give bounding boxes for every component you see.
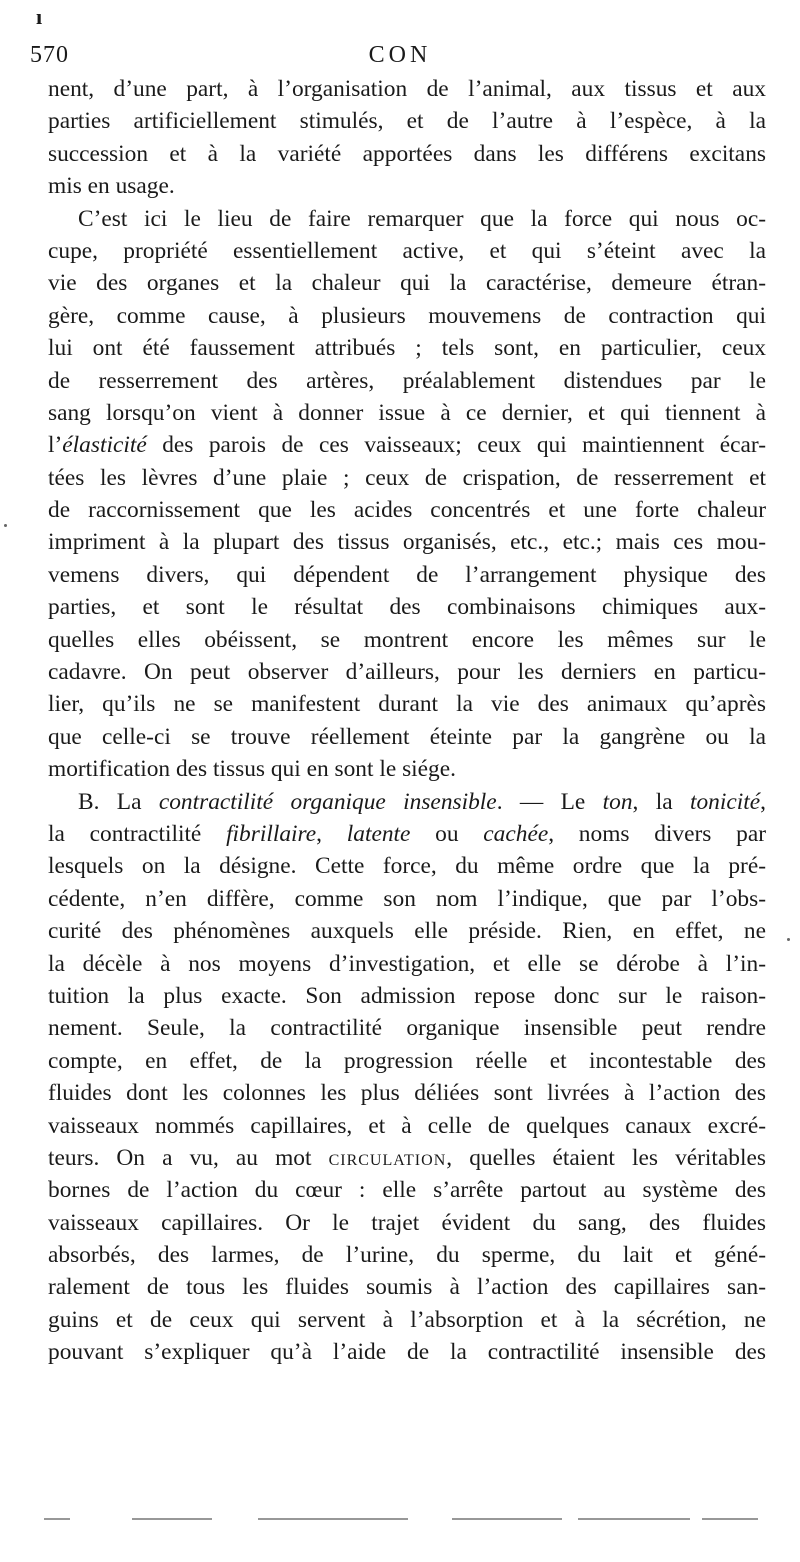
text-line: gère, comme cause, à plusieurs mouvemens de contraction qui [48, 302, 766, 329]
footer-rule [258, 1518, 408, 1520]
italic-term: fibrillaire [226, 820, 317, 847]
text-line: tées les lèvres d’une plaie ; ceux de crispation, de resserrement et [48, 464, 766, 491]
text-line: vemens divers, qui dépendent de l’arrangement physique des [48, 561, 766, 588]
text-line: parties artificiellement stimulés, et de l’autre à l’espèce, à la [48, 108, 766, 135]
paragraph-2 [48, 203, 766, 786]
print-speck [4, 524, 7, 527]
text-line: guins et de ceux qui servent à l’absorption et à la sécrétion, ne [48, 1306, 766, 1333]
text-line: curité des phénomènes auxquels elle préside. Rien, en effet, ne [48, 918, 766, 945]
footer-rule [702, 1518, 758, 1520]
text-line: nement. Seule, la contractilité organique insensible peut rendre [48, 1015, 766, 1042]
page-header [30, 40, 770, 74]
text-line: la décèle à nos moyens d’investigation, et elle se dérobe à l’in- [48, 950, 766, 977]
text-line: l’élasticité des parois de ces vaisseaux; ceux qui maintiennent écar- [48, 432, 766, 459]
body-text [48, 73, 766, 1369]
italic-term: cachée [483, 820, 549, 847]
paragraph-3 [48, 786, 766, 1369]
text-line: teurs. On a vu, au mot circulation, quelles étaient les véritables [48, 1144, 766, 1171]
paragraph-1 [48, 73, 766, 203]
text-line: lier, qu’ils ne se manifestent durant la vie des animaux qu’après [48, 691, 766, 718]
text-line: de raccornissement que les acides concentrés et une forte chaleur [48, 497, 766, 524]
text-line: de resserrement des artères, préalablement distendues par le [48, 367, 766, 394]
text-line: vaisseaux capillaires. Or le trajet évident du sang, des fluides [48, 1209, 766, 1236]
text-line: fluides dont les colonnes les plus déliées sont livrées à l’action des [48, 1080, 766, 1107]
text-line: bornes de l’action du cœur : elle s’arrête partout au système des [48, 1177, 766, 1204]
text-line: C’est ici le lieu de faire remarquer que la force qui nous oc- [78, 205, 766, 232]
footer-rule [452, 1518, 562, 1520]
text-line: sang lorsqu’on vient à donner issue à ce dernier, et qui tiennent à [48, 399, 766, 426]
text-line: la contractilité fibrillaire, latente ou cachée, noms divers par [48, 820, 766, 847]
print-speck [787, 938, 790, 941]
text-line: nent, d’une part, à l’organisation de l’animal, aux tissus et aux [48, 76, 766, 102]
footer-rule [44, 1518, 70, 1520]
text-line: cupe, propriété essentiellement active, et qui s’éteint avec la [48, 237, 766, 264]
text-line: lesquels on la désigne. Cette force, du même ordre que la pré- [48, 853, 766, 880]
text-line: vie des organes et la chaleur qui la caractérise, demeure étran- [48, 270, 766, 297]
text-line: mortification des tissus qui en sont le siége. [48, 756, 456, 783]
text-line: que celle-ci se trouve réellement éteinte par la gangrène ou la [48, 723, 766, 750]
italic-term: ton [602, 788, 633, 815]
text-line: succession et à la variété apportées dans les différens excitans [48, 140, 766, 167]
page-number: 570 [30, 42, 69, 68]
text-line: pouvant s’expliquer qu’à l’aide de la contractilité insensible des [48, 1339, 766, 1366]
italic-term: latente [346, 820, 411, 847]
italic-term: tonicité [689, 788, 761, 815]
text-line: mis en usage. [48, 173, 175, 200]
text-line: parties, et sont le résultat des combinaisons chimiques aux- [48, 594, 766, 621]
text-line: ralement de tous les fluides soumis à l’action des capillaires san- [48, 1274, 766, 1301]
text-line: vaisseaux nommés capillaires, et à celle de quelques canaux excré- [48, 1112, 766, 1139]
text-line: absorbés, des larmes, de l’urine, du sperme, du lait et géné- [48, 1242, 766, 1269]
italic-term: contractilité organique insensible [158, 788, 497, 815]
footer-rule [132, 1518, 212, 1520]
margin-mark: ı [36, 4, 43, 29]
text-line: B. La contractilité organique insensible. — Le ton, la tonicité, [78, 788, 766, 815]
text-line: quelles elles obéissent, se montrent encore les mêmes sur le [48, 626, 766, 653]
text-line: cadavre. On peut observer d’ailleurs, pour les derniers en particu- [48, 659, 766, 686]
text-line: lui ont été faussement attribués ; tels sont, en particulier, ceux [48, 335, 766, 362]
text-line: compte, en effet, de la progression réelle et incontestable des [48, 1047, 766, 1074]
text-line: tuition la plus exacte. Son admission repose donc sur le raison- [48, 982, 766, 1009]
text-line: impriment à la plupart des tissus organisés, etc., etc.; mais ces mou- [48, 529, 766, 556]
small-caps-term: circulation [328, 1144, 447, 1171]
italic-term: élasticité [62, 432, 147, 459]
footer-rule [578, 1518, 690, 1520]
text-line: cédente, n’en diffère, comme son nom l’indique, que par l’obs- [48, 885, 766, 912]
running-head: CON [368, 42, 432, 68]
